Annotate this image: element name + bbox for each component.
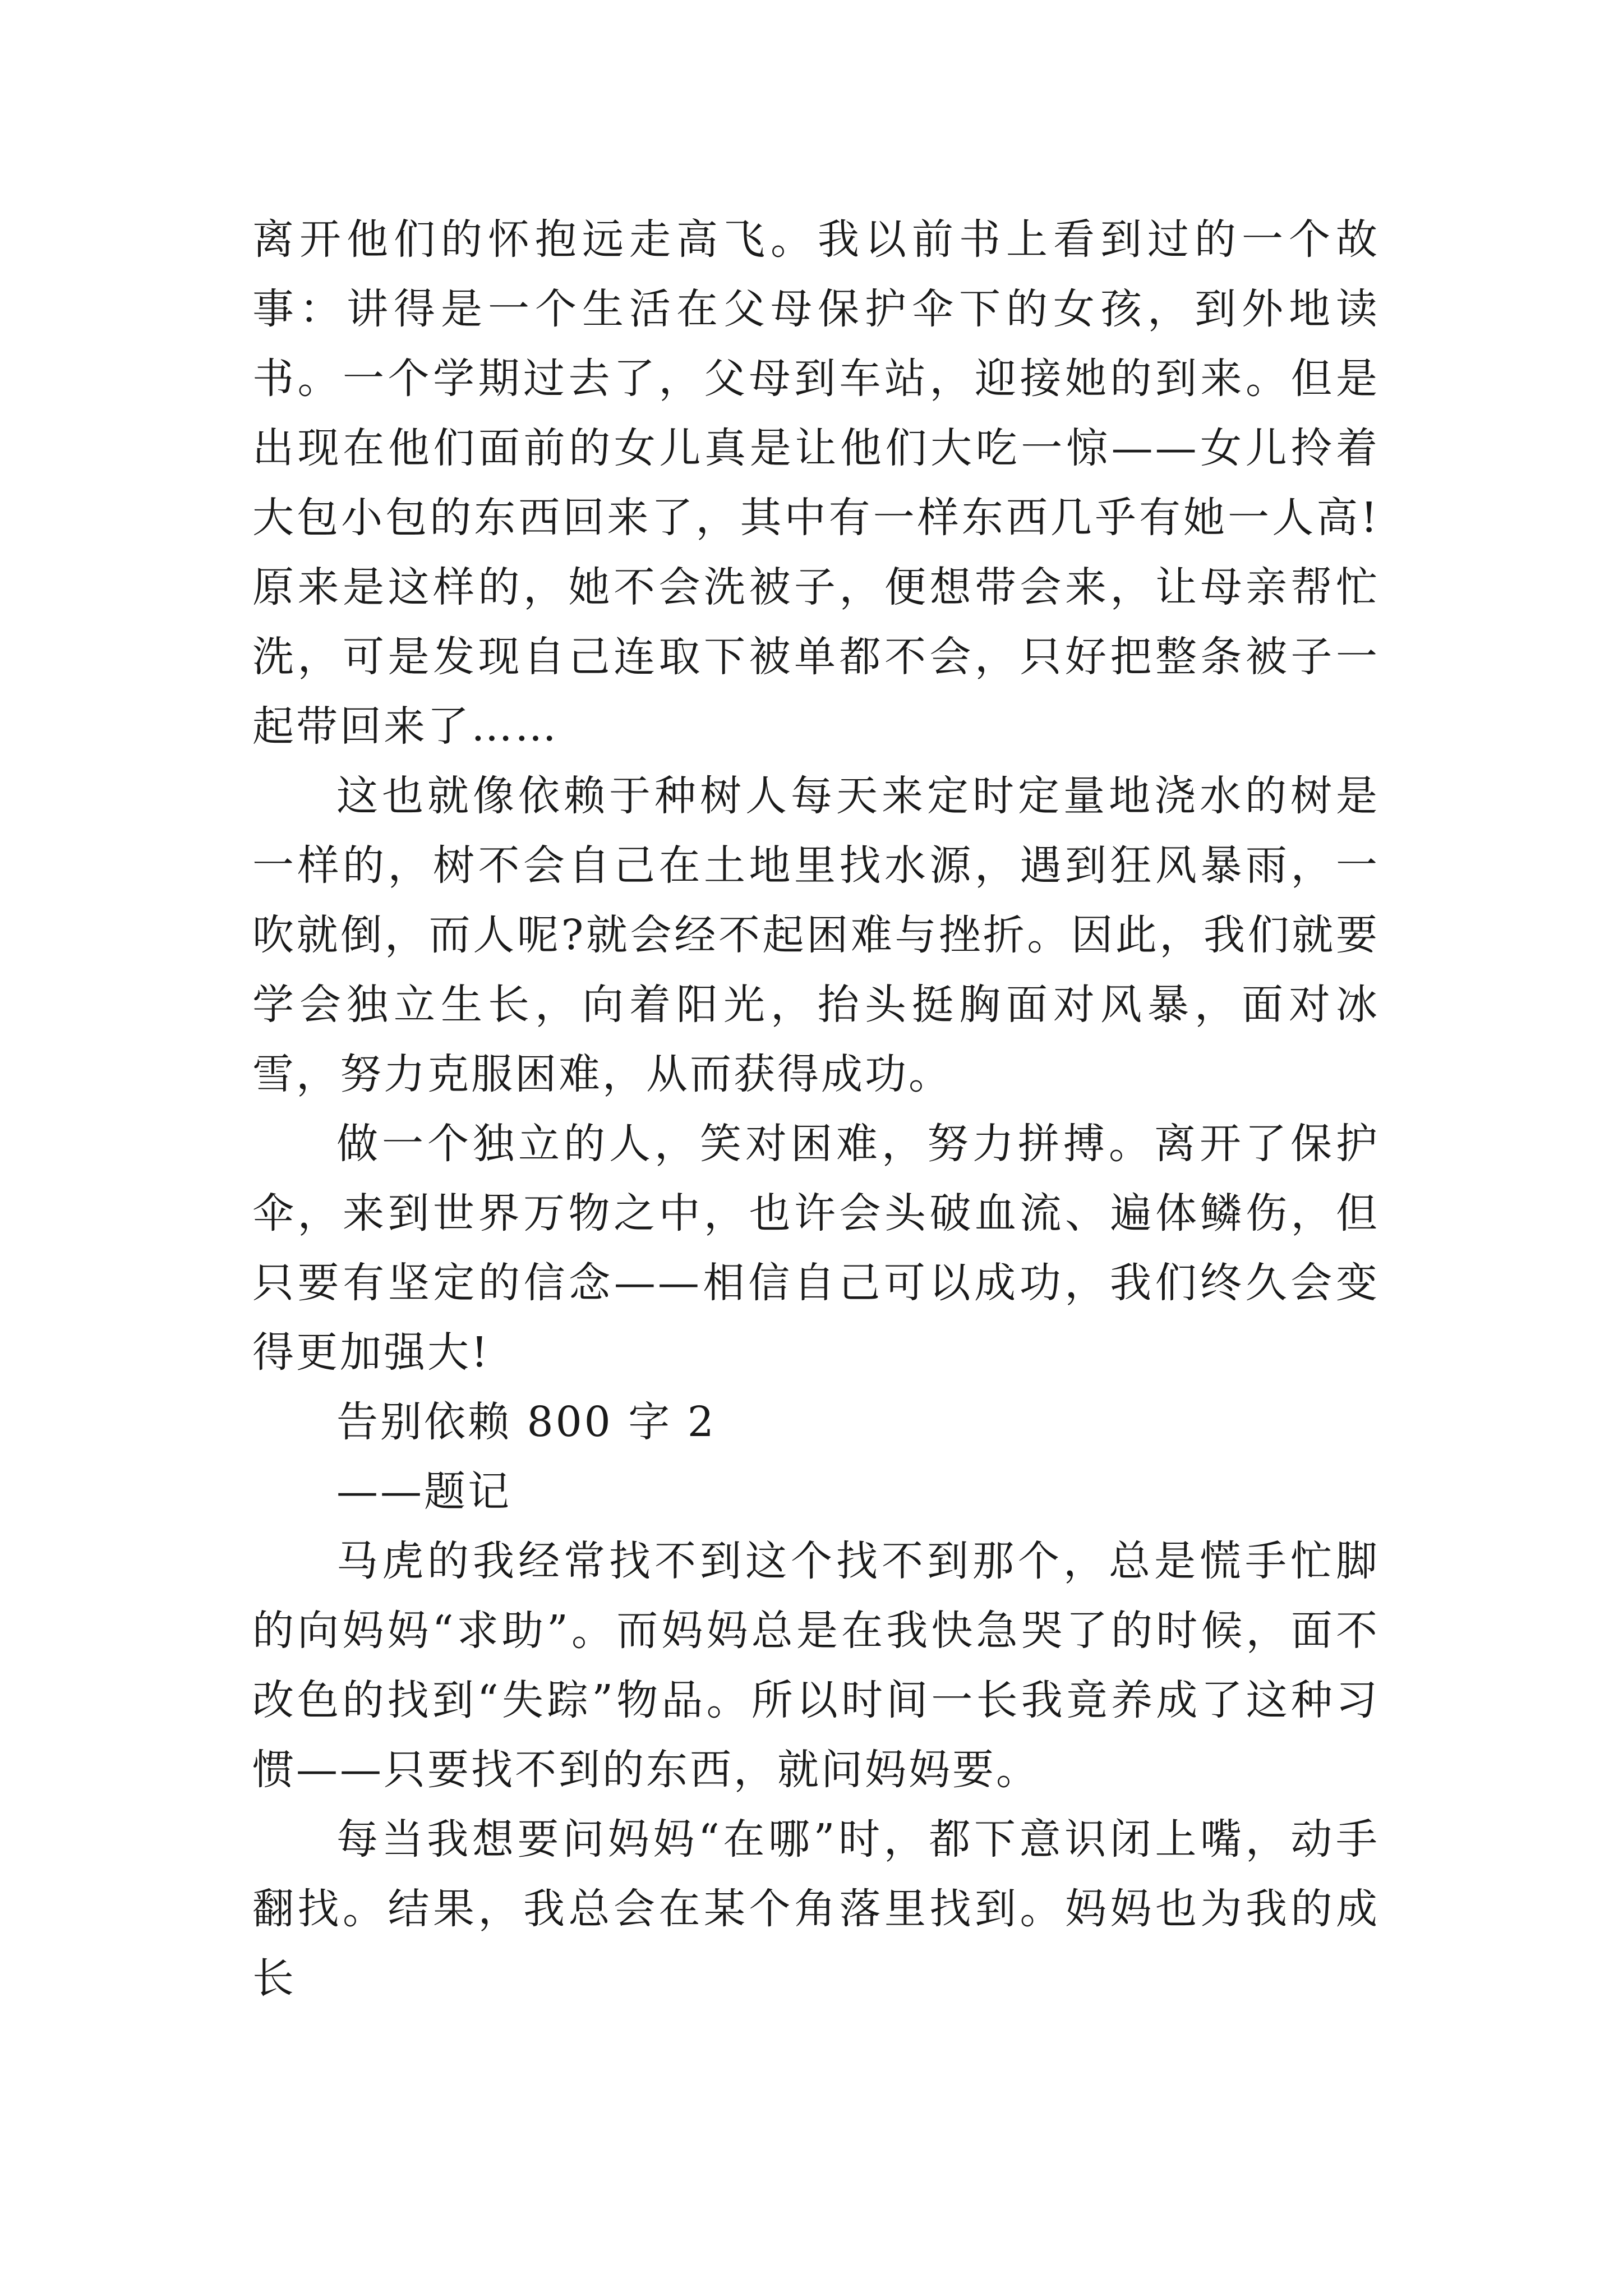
paragraph-3: 做一个独立的人，笑对困难，努力拼搏。离开了保护伞，来到世界万物之中，也许会头破血流、遍体鳞伤，但只要有坚定的信念——相信自己可以成功，我们终久会变得更加强大! <box>252 1120 1380 1377</box>
document-body <box>252 205 1380 2013</box>
section-title: 告别依赖 800 字 2 <box>336 1398 716 1446</box>
epigraph-label: ——题记 <box>336 1467 511 1516</box>
paragraph-4: 马虎的我经常找不到这个找不到那个，总是慌手忙脚的向妈妈“求助”。而妈妈总是在我快急哭了的时候，面不改色的找到“失踪”物品。所以时间一长我竟养成了这种习惯——只要找不到的东西，就问妈妈要。 <box>252 1537 1380 1794</box>
paragraph-5: 每当我想要问妈妈“在哪”时，都下意识闭上嘴，动手翻找。结果，我总会在某个角落里找到。妈妈也为我的成长 <box>252 1815 1380 2003</box>
paragraph-1: 离开他们的怀抱远走高飞。我以前书上看到过的一个故事：讲得是一个生活在父母保护伞下的女孩，到外地读书。一个学期过去了，父母到车站，迎接她的到来。但是出现在他们面前的女儿真是让他们大吃一惊——女儿拎着大包小包的东西回来了，其中有一样东西几乎有她一人高!原来是这样的，她不会洗被子，便想带会来，让母亲帮忙洗，可是发现自己连取下被单都不会，只好把整条被子一起带回来了…… <box>252 215 1380 751</box>
paragraph-2: 这也就像依赖于种树人每天来定时定量地浇水的树是一样的，树不会自己在土地里找水源，遇到狂风暴雨，一吹就倒，而人呢?就会经不起困难与挫折。因此，我们就要学会独立生长，向着阳光，抬头挺胸面对风暴，面对冰雪，努力克服困难，从而获得成功。 <box>252 772 1380 1098</box>
